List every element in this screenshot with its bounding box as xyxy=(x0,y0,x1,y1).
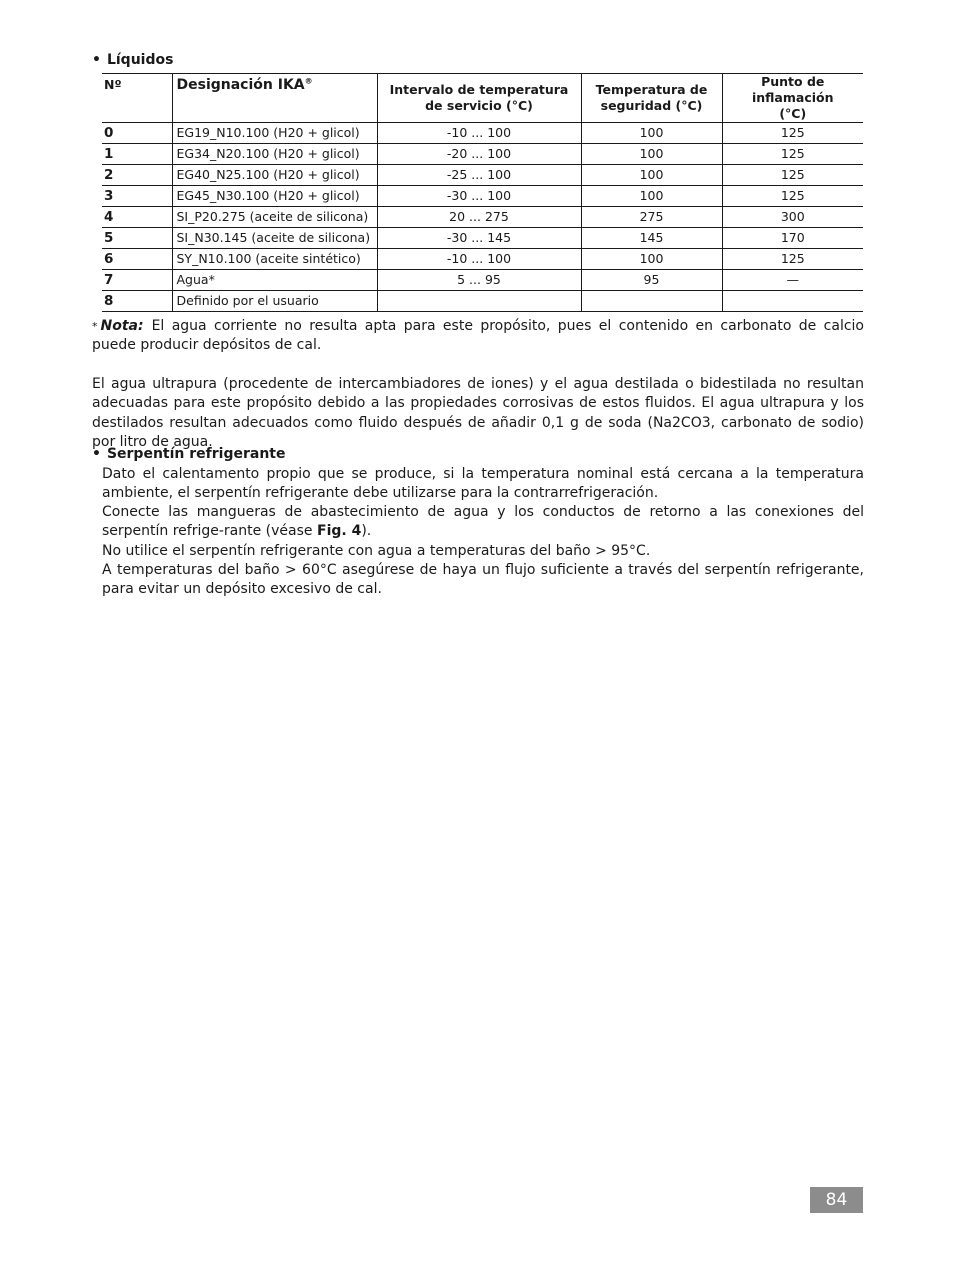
row-designation: SY_N10.100 (aceite sintético) xyxy=(172,249,377,270)
coil-paragraph-2: Conecte las mangueras de abastecimiento de agua y los conductos de retorno a las conexiones del serpentín refrige-rante (véase Fig. 4). xyxy=(102,504,864,540)
page-number: 84 xyxy=(810,1187,863,1213)
row-flash: — xyxy=(722,270,863,291)
header-num: Nº xyxy=(102,74,172,123)
row-interval: -25 ... 100 xyxy=(377,165,581,186)
row-num: 4 xyxy=(102,207,172,228)
table-row xyxy=(102,123,863,144)
row-flash xyxy=(722,291,863,312)
coil-paragraph-4: A temperaturas del baño > 60°C asegúrese de haya un flujo suficiente a través del serpentín refrigerante, para evitar un depósito excesivo de cal. xyxy=(102,562,864,598)
row-flash: 125 xyxy=(722,144,863,165)
row-num: 0 xyxy=(102,123,172,144)
row-interval: -20 ... 100 xyxy=(377,144,581,165)
row-flash: 170 xyxy=(722,228,863,249)
ultrapure-paragraph: El agua ultrapura (procedente de intercambiadores de iones) y el agua destilada o bidestilada no resultan adecuadas para este propósito debido a las propiedades corrosivas de estos fluidos. El agua ultrapura y los destilados resultan adecuados como fluido después de añadir 0,1 g de soda (Na2CO3, carbonato de sodio) por litro de agua. xyxy=(92,376,864,450)
row-interval: -10 ... 100 xyxy=(377,123,581,144)
row-designation: Definido por el usuario xyxy=(172,291,377,312)
row-interval xyxy=(377,291,581,312)
row-num: 2 xyxy=(102,165,172,186)
row-designation: EG19_N10.100 (H20 + glicol) xyxy=(172,123,377,144)
row-designation: Agua* xyxy=(172,270,377,291)
row-num: 3 xyxy=(102,186,172,207)
row-num: 5 xyxy=(102,228,172,249)
row-interval: 20 ... 275 xyxy=(377,207,581,228)
row-designation: EG45_N30.100 (H20 + glicol) xyxy=(172,186,377,207)
row-interval: -30 ... 145 xyxy=(377,228,581,249)
row-designation: SI_N30.145 (aceite de silicona) xyxy=(172,228,377,249)
row-designation: EG40_N25.100 (H20 + glicol) xyxy=(172,165,377,186)
coil-paragraph-3: No utilice el serpentín refrigerante con agua a temperaturas del baño > 95°C. xyxy=(102,543,651,559)
row-interval: -10 ... 100 xyxy=(377,249,581,270)
table-row xyxy=(102,207,863,228)
row-safety: 100 xyxy=(581,123,722,144)
row-interval: -30 ... 100 xyxy=(377,186,581,207)
table-header-row xyxy=(102,74,863,123)
row-designation: SI_P20.275 (aceite de silicona) xyxy=(172,207,377,228)
row-num: 7 xyxy=(102,270,172,291)
header-flash: Punto de inflamación (°C) xyxy=(722,74,863,123)
header-safety: Temperatura de seguridad (°C) xyxy=(581,74,722,123)
table-row xyxy=(102,144,863,165)
table-row xyxy=(102,186,863,207)
table-row xyxy=(102,270,863,291)
coil-heading: • Serpentín refrigerante xyxy=(92,446,286,462)
table-row xyxy=(102,249,863,270)
row-flash: 125 xyxy=(722,123,863,144)
row-designation: EG34_N20.100 (H20 + glicol) xyxy=(172,144,377,165)
table-row xyxy=(102,228,863,249)
row-flash: 125 xyxy=(722,186,863,207)
row-safety: 275 xyxy=(581,207,722,228)
coil-paragraph-1: Dato el calentamento propio que se produce, si la temperatura nominal está cercana a la temperatura ambiente, el serpentín refrigerante debe utilizarse para la contrarrefrigeración. xyxy=(102,466,864,502)
row-safety: 145 xyxy=(581,228,722,249)
row-safety: 95 xyxy=(581,270,722,291)
table-row xyxy=(102,165,863,186)
row-safety: 100 xyxy=(581,249,722,270)
liquids-table xyxy=(102,73,863,312)
row-safety xyxy=(581,291,722,312)
row-flash: 300 xyxy=(722,207,863,228)
row-flash: 125 xyxy=(722,165,863,186)
row-safety: 100 xyxy=(581,144,722,165)
note-paragraph: * Nota: El agua corriente no resulta apta para este propósito, pues el contenido en carbonato de calcio puede producir depósitos de cal. xyxy=(92,318,864,354)
header-designation: Designación IKA® xyxy=(172,74,377,123)
note-label: Nota: xyxy=(100,318,144,334)
liquids-heading: • Líquidos xyxy=(92,52,174,68)
row-safety: 100 xyxy=(581,186,722,207)
fig-reference: Fig. 4 xyxy=(317,523,362,540)
table-row xyxy=(102,291,863,312)
row-num: 6 xyxy=(102,249,172,270)
header-interval: Intervalo de temperatura de servicio (°C) xyxy=(377,74,581,123)
row-num: 8 xyxy=(102,291,172,312)
row-interval: 5 ... 95 xyxy=(377,270,581,291)
row-safety: 100 xyxy=(581,165,722,186)
row-flash: 125 xyxy=(722,249,863,270)
row-num: 1 xyxy=(102,144,172,165)
